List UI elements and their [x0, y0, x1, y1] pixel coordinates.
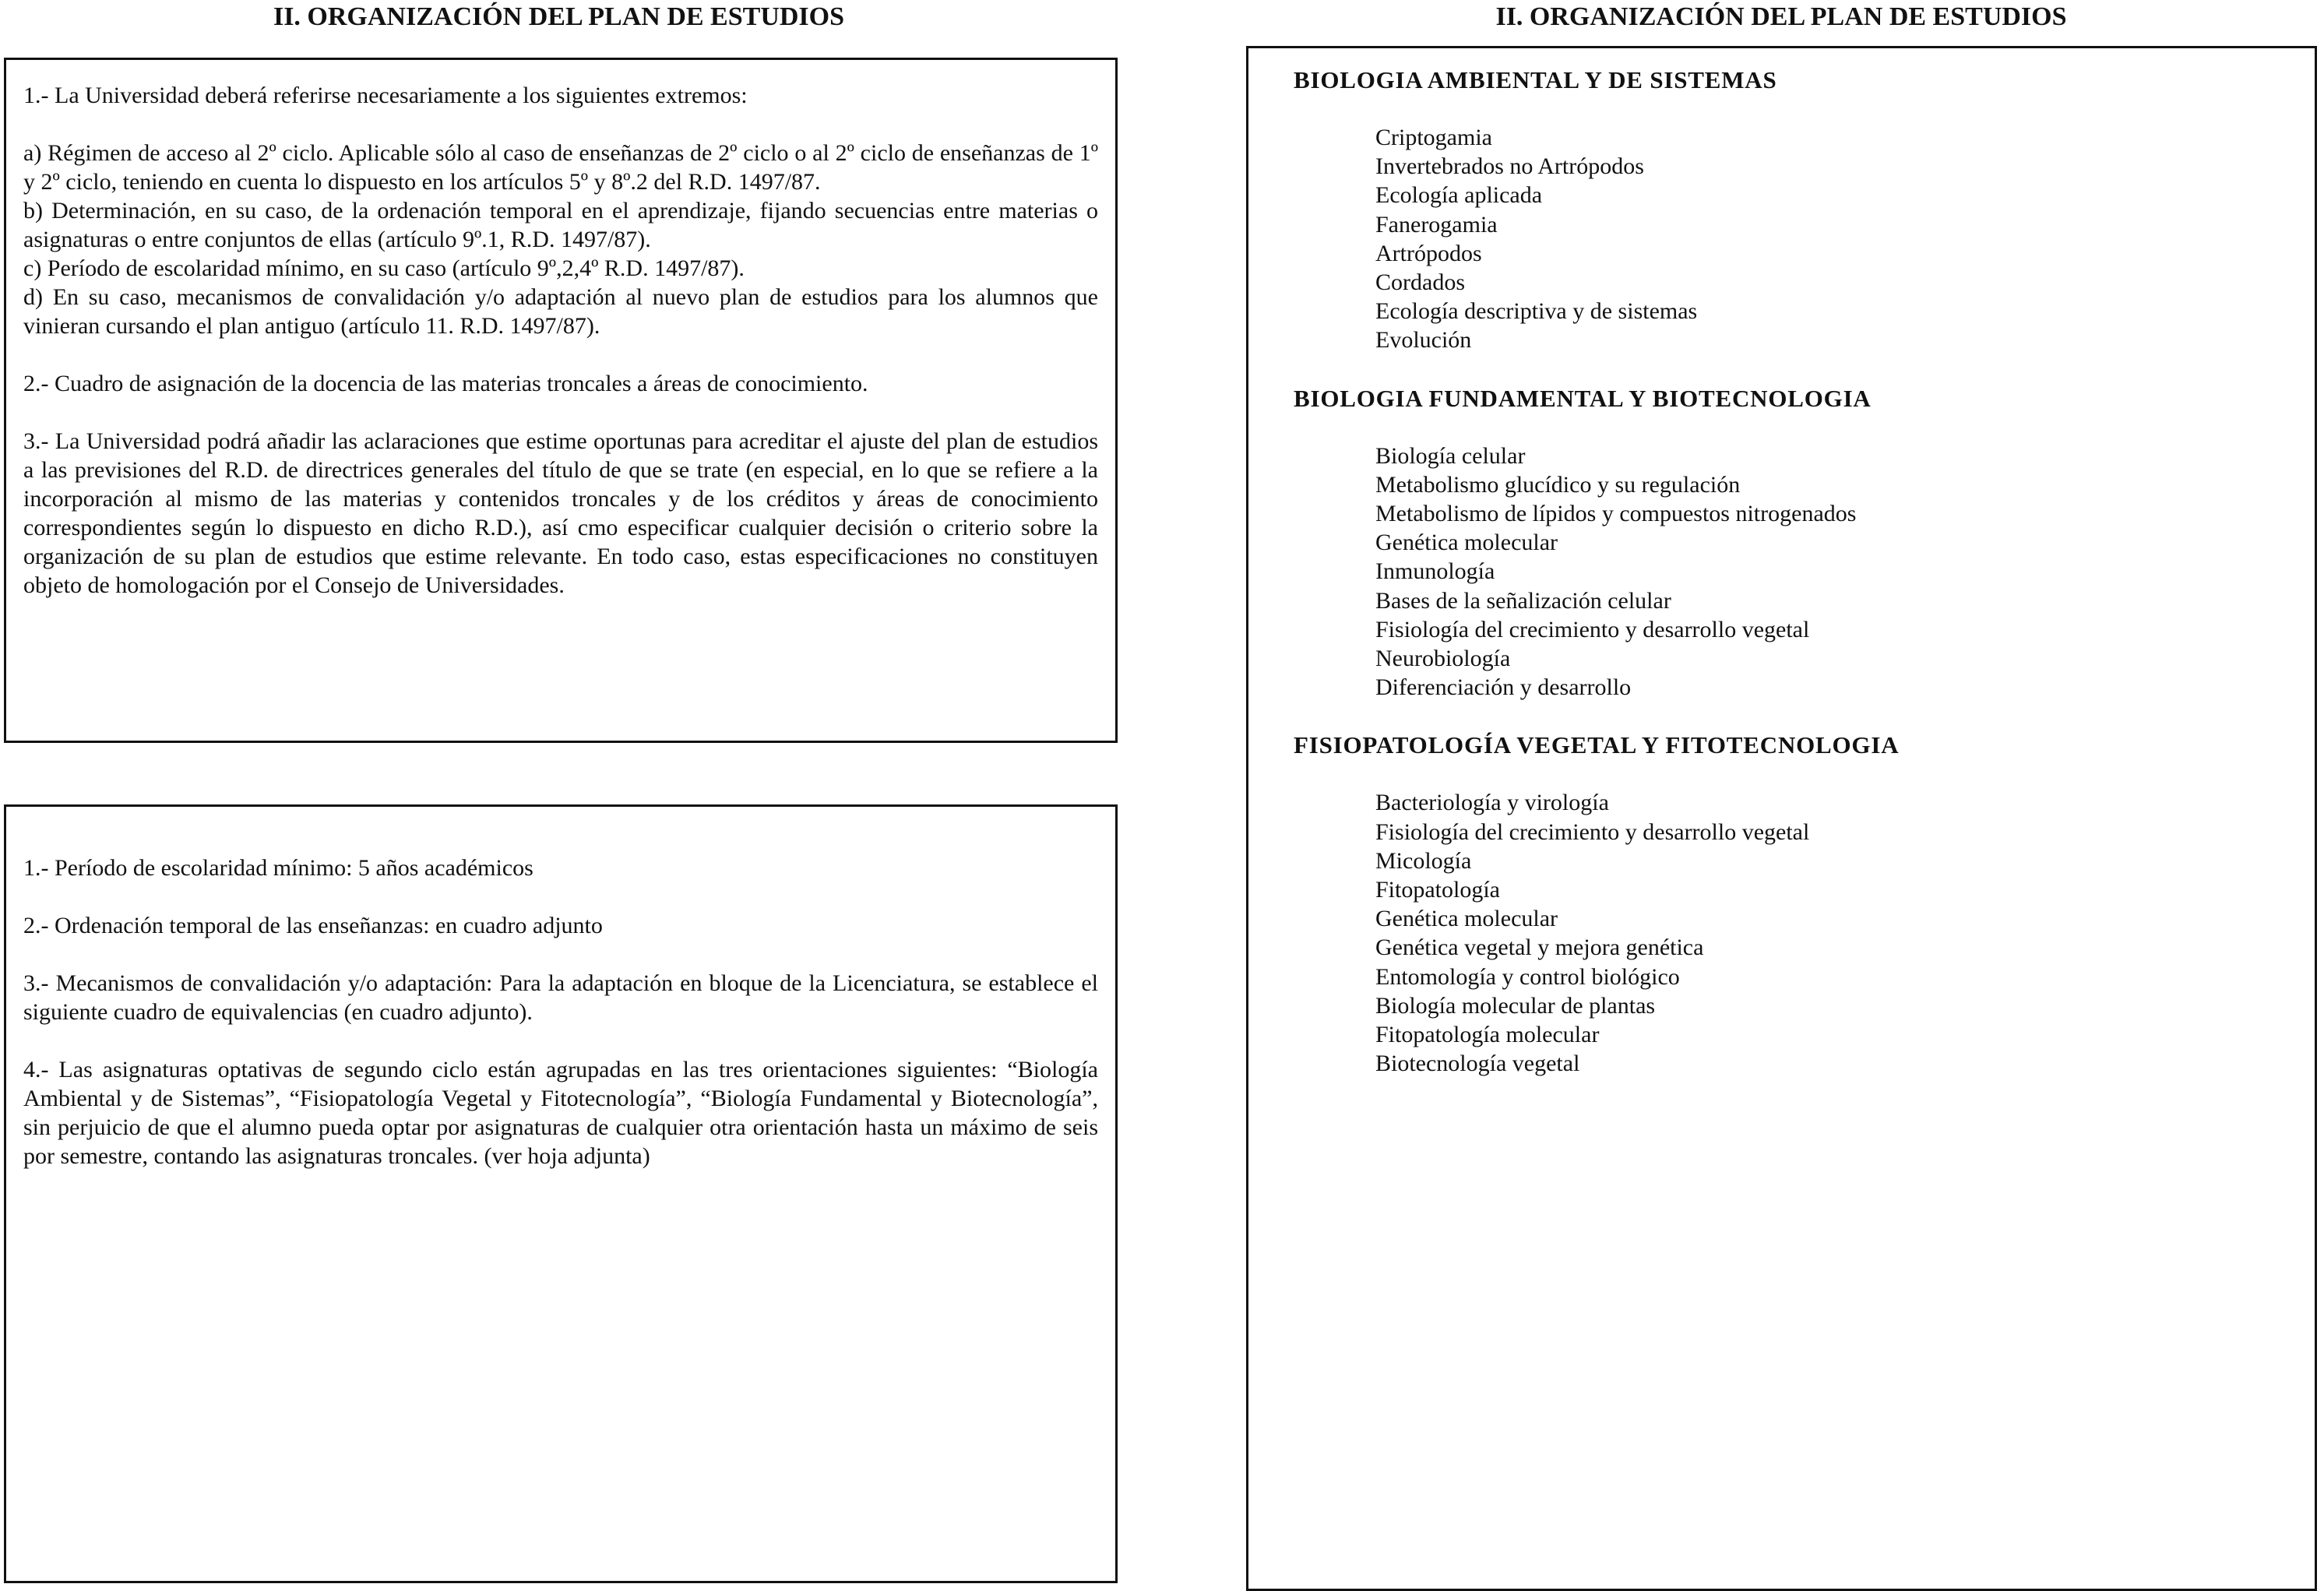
- page-title-left: II. ORGANIZACIÓN DEL PLAN DE ESTUDIOS: [273, 2, 845, 31]
- orientation-title: BIOLOGIA AMBIENTAL Y DE SISTEMAS: [1294, 66, 1777, 93]
- subject-item: Ecología descriptiva y de sistemas: [1375, 298, 1698, 325]
- orientation-section: [1294, 65, 2315, 355]
- orientation-section: [1294, 730, 2315, 1078]
- plan-point-1: 1.- Período de escolaridad mínimo: 5 años académicos: [23, 855, 533, 881]
- orientations-box: [1246, 46, 2317, 1591]
- plan-point-3: 3.- Mecanismos de convalidación y/o adaptación: Para la adaptación en bloque de la Licenciatura, se establece el siguiente cuadro de equivalencias (en cuadro adjunto).: [23, 970, 1098, 1025]
- instructions-box: [4, 58, 1118, 743]
- orientation-section: [1294, 384, 2315, 702]
- subject-item: Invertebrados no Artrópodos: [1375, 153, 1644, 180]
- subject-item: Entomología y control biológico: [1375, 963, 1680, 990]
- subject-item: Metabolismo glucídico y su regulación: [1375, 471, 1741, 498]
- instructions-point-3: 3.- La Universidad podrá añadir las aclaraciones que estime oportunas para acreditar el ajuste del plan de estudios a las previsiones del R.D. de directrices generales del título de que se trate (en especial, en lo que se refiere a la incorporación al mismo de las materias y contenidos troncales y de los créditos y áreas de conocimiento correspondientes según lo dispuesto en dicho R.D.), así cmo especificar cualquier decisión o criterio sobre la organización de su plan de estudios que estime relevante. En todo caso, estas especificaciones no constituyen objeto de homologación por el Consejo de Universidades.: [23, 428, 1098, 598]
- plan-point-4: 4.- Las asignaturas optativas de segundo ciclo están agrupadas en las tres orientaciones siguientes: “Biología Ambiental y de Sistemas”, “Fisiopatología Vegetal y Fitotecnología”, “Biología Fundamental y Biotecnología”, sin perjuicio de que el alumno pueda optar por asignaturas de cualquier otra orientación hasta un máximo de seis por semestre, contando las asignaturas troncales. (ver hoja adjunta): [23, 1057, 1098, 1169]
- subject-item: Fitopatología molecular: [1375, 1022, 1600, 1048]
- subject-item: Genética molecular: [1375, 906, 1558, 932]
- plan-details-box: [4, 804, 1118, 1583]
- subject-item: Fitopatología: [1375, 877, 1500, 903]
- subject-item: Cordados: [1375, 269, 1465, 296]
- subject-item: Genética vegetal y mejora genética: [1375, 935, 1704, 961]
- subject-item: Biología molecular de plantas: [1375, 992, 1656, 1019]
- subject-item: Metabolismo de lípidos y compuestos nitrogenados: [1375, 501, 1857, 527]
- subject-item: Fanerogamia: [1375, 211, 1498, 238]
- subject-item: Micología: [1375, 847, 1472, 874]
- subject-item: Criptogamia: [1375, 125, 1492, 150]
- instructions-item-d: d) En su caso, mecanismos de convalidación y/o adaptación al nuevo plan de estudios para los alumnos que vinieran cursando el plan antiguo (artículo 11. R.D. 1497/87).: [23, 284, 1098, 339]
- orientation-title: FISIOPATOLOGÍA VEGETAL Y FITOTECNOLOGIA: [1294, 731, 1900, 759]
- subject-item: Genética molecular: [1375, 530, 1558, 556]
- subject-list: [1375, 788, 2315, 1078]
- subject-item: Inmunología: [1375, 558, 1495, 585]
- subject-item: Fisiología del crecimiento y desarrollo vegetal: [1375, 818, 1810, 845]
- subject-item: Neurobiología: [1375, 646, 1511, 672]
- plan-point-2: 2.- Ordenación temporal de las enseñanzas: en cuadro adjunto: [23, 913, 603, 938]
- subject-list: [1375, 123, 2315, 355]
- instructions-item-c: c) Período de escolaridad mínimo, en su caso (artículo 9º,2,4º R.D. 1497/87).: [23, 255, 745, 281]
- subject-item: Artrópodos: [1375, 240, 1482, 266]
- subject-item: Biotecnología vegetal: [1375, 1051, 1580, 1077]
- subject-list: [1375, 442, 2315, 702]
- subject-item: Bases de la señalización celular: [1375, 587, 1671, 614]
- instructions-point-2: 2.- Cuadro de asignación de la docencia de las materias troncales a áreas de conocimiento.: [23, 371, 868, 396]
- subject-item: Bacteriología y virología: [1375, 790, 1609, 816]
- orientation-title: BIOLOGIA FUNDAMENTAL Y BIOTECNOLOGIA: [1294, 384, 1872, 412]
- instructions-item-b: b) Determinación, en su caso, de la ordenación temporal en el aprendizaje, fijando secuencias entre materias o asignaturas o entre conjuntos de ellas (artículo 9º.1, R.D. 1497/87).: [23, 198, 1098, 252]
- subject-item: Biología celular: [1375, 442, 1526, 469]
- page-title-right: II. ORGANIZACIÓN DEL PLAN DE ESTUDIOS: [1495, 2, 2067, 31]
- instructions-intro: 1.- La Universidad deberá referirse necesariamente a los siguientes extremos:: [23, 83, 748, 108]
- subject-item: Diferenciación y desarrollo: [1375, 674, 1632, 701]
- subject-item: Fisiología del crecimiento y desarrollo vegetal: [1375, 616, 1810, 642]
- subject-item: Evolución: [1375, 327, 1472, 354]
- subject-item: Ecología aplicada: [1375, 182, 1543, 209]
- instructions-item-a: a) Régimen de acceso al 2º ciclo. Aplicable sólo al caso de enseñanzas de 2º ciclo o al 2º ciclo de enseñanzas de 1º y 2º ciclo, teniendo en cuenta lo dispuesto en los artículos 5º y 8º.2 del R.D. 1497/87.: [23, 140, 1098, 195]
